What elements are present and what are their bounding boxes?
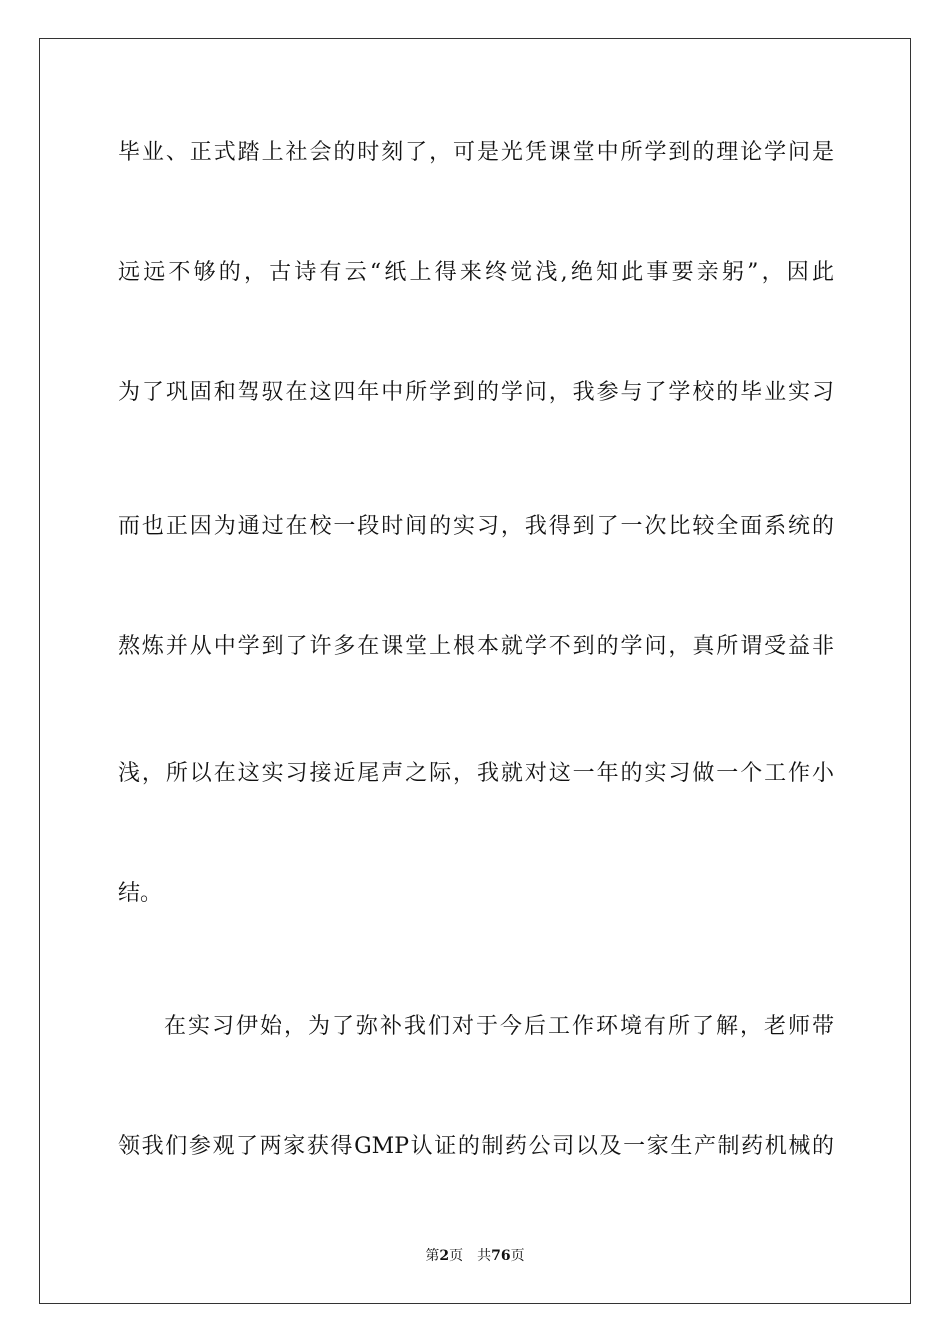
paragraph-2-line-2: 领我们参观了两家获得GMP认证的制药公司以及一家生产制药机械的: [118, 1134, 834, 1159]
body-text-line-3: 为了巩固和驾驭在这四年中所学到的学问，我参与了学校的毕业实习: [118, 380, 834, 405]
body-text-line-2: 远远不够的，古诗有云“纸上得来终觉浅,绝知此事要亲躬”，因此: [118, 260, 834, 285]
body-text-line-7: 结。: [118, 881, 163, 906]
body-text-line-5: 熬炼并从中学到了许多在课堂上根本就学不到的学问，真所谓受益非: [118, 634, 834, 659]
body-text-line-6: 浅，所以在这实习接近尾声之际，我就对这一年的实习做一个工作小: [118, 761, 834, 786]
body-text-line-4: 而也正因为通过在校一段时间的实习，我得到了一次比较全面系统的: [118, 514, 834, 539]
body-text-line-1: 毕业、正式踏上社会的时刻了，可是光凭课堂中所学到的理论学问是: [118, 140, 834, 165]
paragraph-2-line-1: 在实习伊始，为了弥补我们对于今后工作环境有所了解，老师带: [164, 1014, 834, 1039]
page-footer: [0, 1247, 950, 1265]
footer-page-prefix: 第: [425, 1248, 440, 1264]
footer-total-prefix: 共: [477, 1248, 492, 1264]
footer-total-suffix: 页: [510, 1248, 525, 1264]
footer-page-suffix: 页: [449, 1248, 464, 1264]
footer-total-pages: 76: [491, 1248, 511, 1264]
page-border: [39, 38, 911, 1304]
footer-page-number: 2: [439, 1248, 450, 1264]
